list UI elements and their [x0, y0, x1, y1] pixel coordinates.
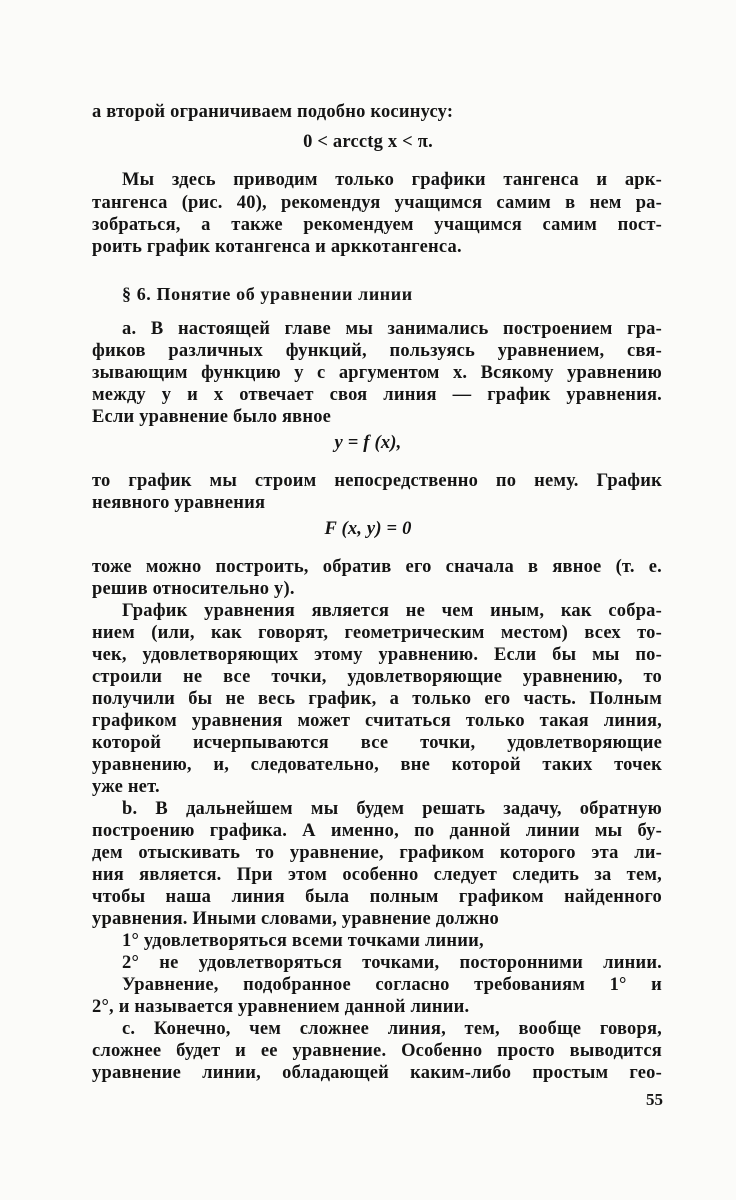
text-line: построению графика. А именно, по данной линии мы бу- [92, 821, 662, 841]
text-line: Мы здесь приводим только графики тангенса и арк- [122, 170, 662, 190]
text-line: чтобы наша линия была полным графиком найденного [92, 887, 662, 907]
list-item: 2° не удовлетворяться точками, посторонними линии. [122, 953, 662, 973]
text-line: ния является. При этом особенно следует следить за тем, [92, 865, 662, 885]
text-line: строили не все точки, удовлетворяющие уравнению, то [92, 667, 662, 687]
text-line: получили бы не весь график, а только его часть. Полным [92, 689, 662, 709]
formula-explicit: y = f (x), [334, 433, 402, 453]
text-line: с. Конечно, чем сложнее линия, тем, вообще говоря, [122, 1019, 662, 1039]
text-line: уравнению, и, следовательно, вне которой таких точек [92, 755, 662, 775]
formula-arcctg: 0 < arcctg x < π. [303, 132, 433, 152]
text-line: сложнее будет и ее уравнение. Особенно просто выводится [92, 1041, 662, 1061]
text-line: то график мы строим непосредственно по нему. График [92, 471, 662, 491]
text-line: тангенса (рис. 40), рекомендуя учащимся самим в нем ра- [92, 193, 662, 213]
text-line: уравнение линии, обладающей каким-либо простым гео- [92, 1063, 662, 1083]
text-line: которой исчерпываются все точки, удовлетворяющие [92, 733, 662, 753]
text-line: зобраться, а также рекомендуем учащимся самим пост- [92, 215, 662, 235]
text-line: 2°, и называется уравнением данной линии. [92, 997, 470, 1017]
text-line: фиков различных функций, пользуясь уравнением, свя- [92, 341, 662, 361]
text-line: а второй ограничиваем подобно косинусу: [92, 102, 454, 122]
text-line: решив относительно y). [92, 579, 295, 599]
section-heading: § 6. Понятие об уравнении линии [122, 284, 413, 304]
text-line: графиком уравнения может считаться только такая линия, [92, 711, 662, 731]
text-line: между y и x отвечает своя линия — график уравнения. [92, 385, 662, 405]
text-line: тоже можно построить, обратив его сначала в явное (т. е. [92, 557, 662, 577]
formula-implicit: F (x, y) = 0 [324, 519, 412, 539]
text-line: b. В дальнейшем мы будем решать задачу, обратную [122, 799, 662, 819]
text-line: зывающим функцию y с аргументом x. Всякому уравнению [92, 363, 662, 383]
text-line: уже нет. [92, 777, 160, 797]
text-line: дем отыскивать то уравнение, графиком которого эта ли- [92, 843, 662, 863]
list-item: 1° удовлетворяться всеми точками линии, [122, 931, 484, 951]
text-line: Если уравнение было явное [92, 407, 332, 427]
text-line: нием (или, как говорят, геометрическим местом) всех то- [92, 623, 662, 643]
text-line: неявного уравнения [92, 493, 266, 513]
text-line: роить график котангенса и арккотангенса. [92, 237, 462, 257]
text-line: Уравнение, подобранное согласно требованиям 1° и [122, 975, 662, 995]
text-line: чек, удовлетворяющих этому уравнению. Если бы мы по- [92, 645, 662, 665]
text-line: а. В настоящей главе мы занимались построением гра- [122, 319, 662, 339]
text-line: График уравнения является не чем иным, как собра- [122, 601, 662, 621]
text-line: уравнения. Иными словами, уравнение должно [92, 909, 500, 929]
page-number: 55 [646, 1090, 663, 1109]
